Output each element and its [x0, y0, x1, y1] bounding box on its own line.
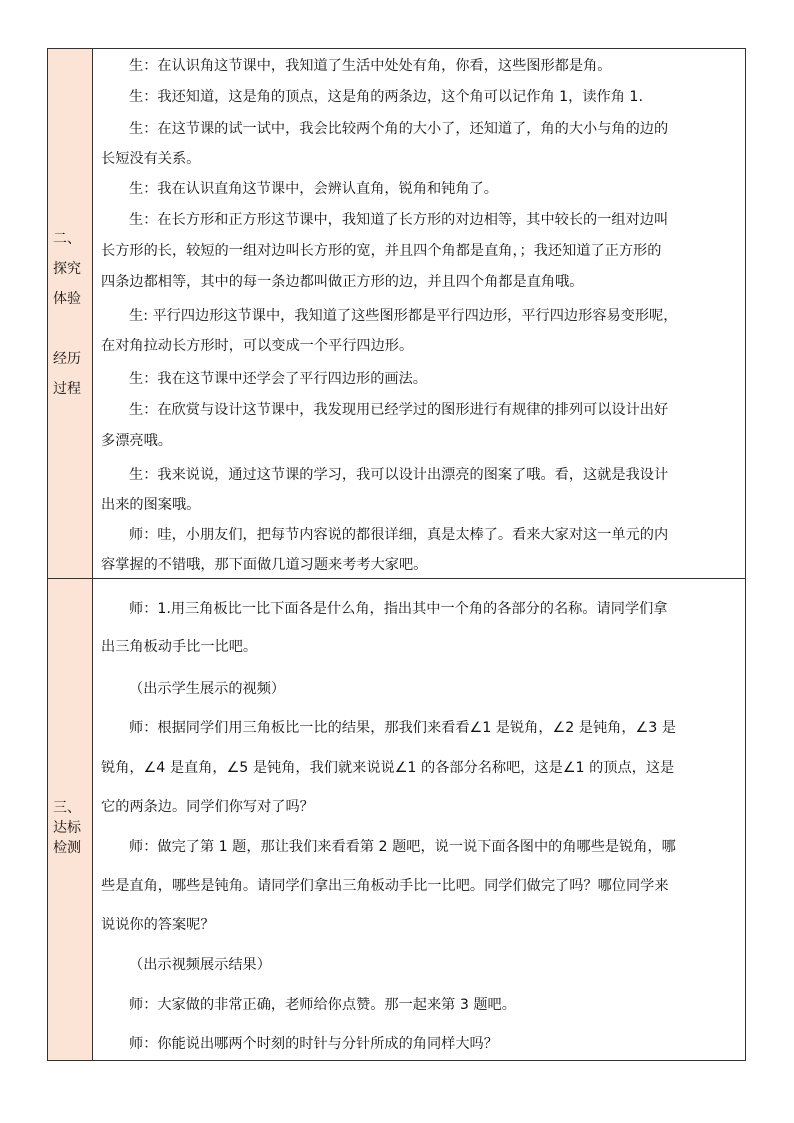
- label-line: 体验: [53, 291, 81, 307]
- section-explore: [48, 49, 745, 579]
- text-line: 长方形的长，较短的一组对边叫长方形的宽，并且四个角都是直角，；我还知道了正方形的: [101, 243, 662, 259]
- label-line: 达标: [53, 820, 81, 836]
- text-line: 四条边都相等，其中的每一条边都叫做正方形的边，并且四个角都是直角哦。: [101, 274, 584, 290]
- section-content-test: [93, 579, 745, 1060]
- text-line: 师：根据同学们用三角板比一比的结果，那我们来看看∠1 是锐角，∠2 是钝角，∠3 是: [129, 720, 676, 736]
- text-line: 生：在长方形和正方形这节课中，我知道了长方形的对边相等，其中较长的一组对边叫: [129, 212, 669, 228]
- text-line: 多漂亮哦。: [101, 433, 172, 449]
- text-line: 师：1.用三角板比一比下面各是什么角，指出其中一个角的各部分的名称。请同学们拿: [129, 601, 668, 617]
- text-line: 生：在这节课的试一试中，我会比较两个角的大小了，还知道了，角的大小与角的边的: [129, 121, 669, 137]
- text-line: 生: 平行四边形这节课中，我知道了这些图形都是平行四边形，平行四边形容易变形呢，: [129, 308, 678, 324]
- text-line: 出三角板动手比一比吧。: [101, 639, 258, 655]
- text-line: 师：做完了第 1 题，那让我们来看看第 2 题吧，说一说下面各图中的角哪些是锐角，哪: [129, 839, 676, 855]
- section-label-test: [48, 579, 93, 1060]
- label-line: 过程: [53, 381, 81, 397]
- text-line: 它的两条边。同学们你写对了吗？: [101, 799, 314, 815]
- text-line: 出来的图案哦。: [101, 497, 201, 513]
- text-line: 容掌握的不错哦，那下面做几道习题来考考大家吧。: [101, 557, 428, 573]
- text-line: 生：在认识角这节课中，我知道了生活中处处有角，你看，这些图形都是角。: [129, 58, 612, 74]
- text-line: （出示视频展示结果）: [129, 957, 271, 973]
- text-line: 师：你能说出哪两个时刻的时针与分针所成的角同样大吗？: [129, 1036, 498, 1052]
- text-line: 长短没有关系。: [101, 151, 201, 167]
- section-test: [48, 579, 745, 1060]
- text-line: 锐角，∠4 是直角，∠5 是钝角，我们就来说说∠1 的各部分名称吧，这是∠1 的顶点，这是: [101, 760, 675, 776]
- lesson-table: [47, 48, 746, 1061]
- section-label-explore: [48, 49, 93, 578]
- text-line: 些是直角，哪些是钝角。请同学们拿出三角板动手比一比吧。同学们做完了吗？哪位同学来: [101, 878, 669, 894]
- text-line: 生：我在这节课中还学会了平行四边形的画法。: [129, 371, 427, 387]
- label-line: 检测: [53, 840, 81, 856]
- text-line: 生：我在认识直角这节课中，会辨认直角，锐角和钝角了。: [129, 181, 498, 197]
- label-line: 经历: [53, 351, 81, 367]
- text-line: 生：我还知道，这是角的顶点，这是角的两条边，这个角可以记作角 1，读作角 1.: [129, 89, 643, 105]
- text-line: 在对角拉动长方形时，可以变成一个平行四边形。: [101, 338, 414, 354]
- label-line: 二、: [53, 231, 81, 247]
- section-content-explore: [93, 49, 745, 578]
- label-line: 三、: [53, 800, 81, 816]
- label-line: 探究: [53, 261, 81, 277]
- text-line: （出示学生展示的视频）: [129, 681, 286, 697]
- text-line: 说说你的答案呢？: [101, 917, 215, 933]
- text-line: 师：哇，小朋友们，把每节内容说的都很详细，真是太棒了。看来大家对这一单元的内: [129, 527, 669, 543]
- text-line: 生：我来说说，通过这节课的学习，我可以设计出漂亮的图案了哦。看，这就是我设计: [129, 467, 669, 483]
- text-line: 师：大家做的非常正确，老师给你点赞。那一起来第 3 题吧。: [129, 997, 516, 1013]
- text-line: 生：在欣赏与设计这节课中，我发现用已经学过的图形进行有规律的排列可以设计出好: [129, 402, 669, 418]
